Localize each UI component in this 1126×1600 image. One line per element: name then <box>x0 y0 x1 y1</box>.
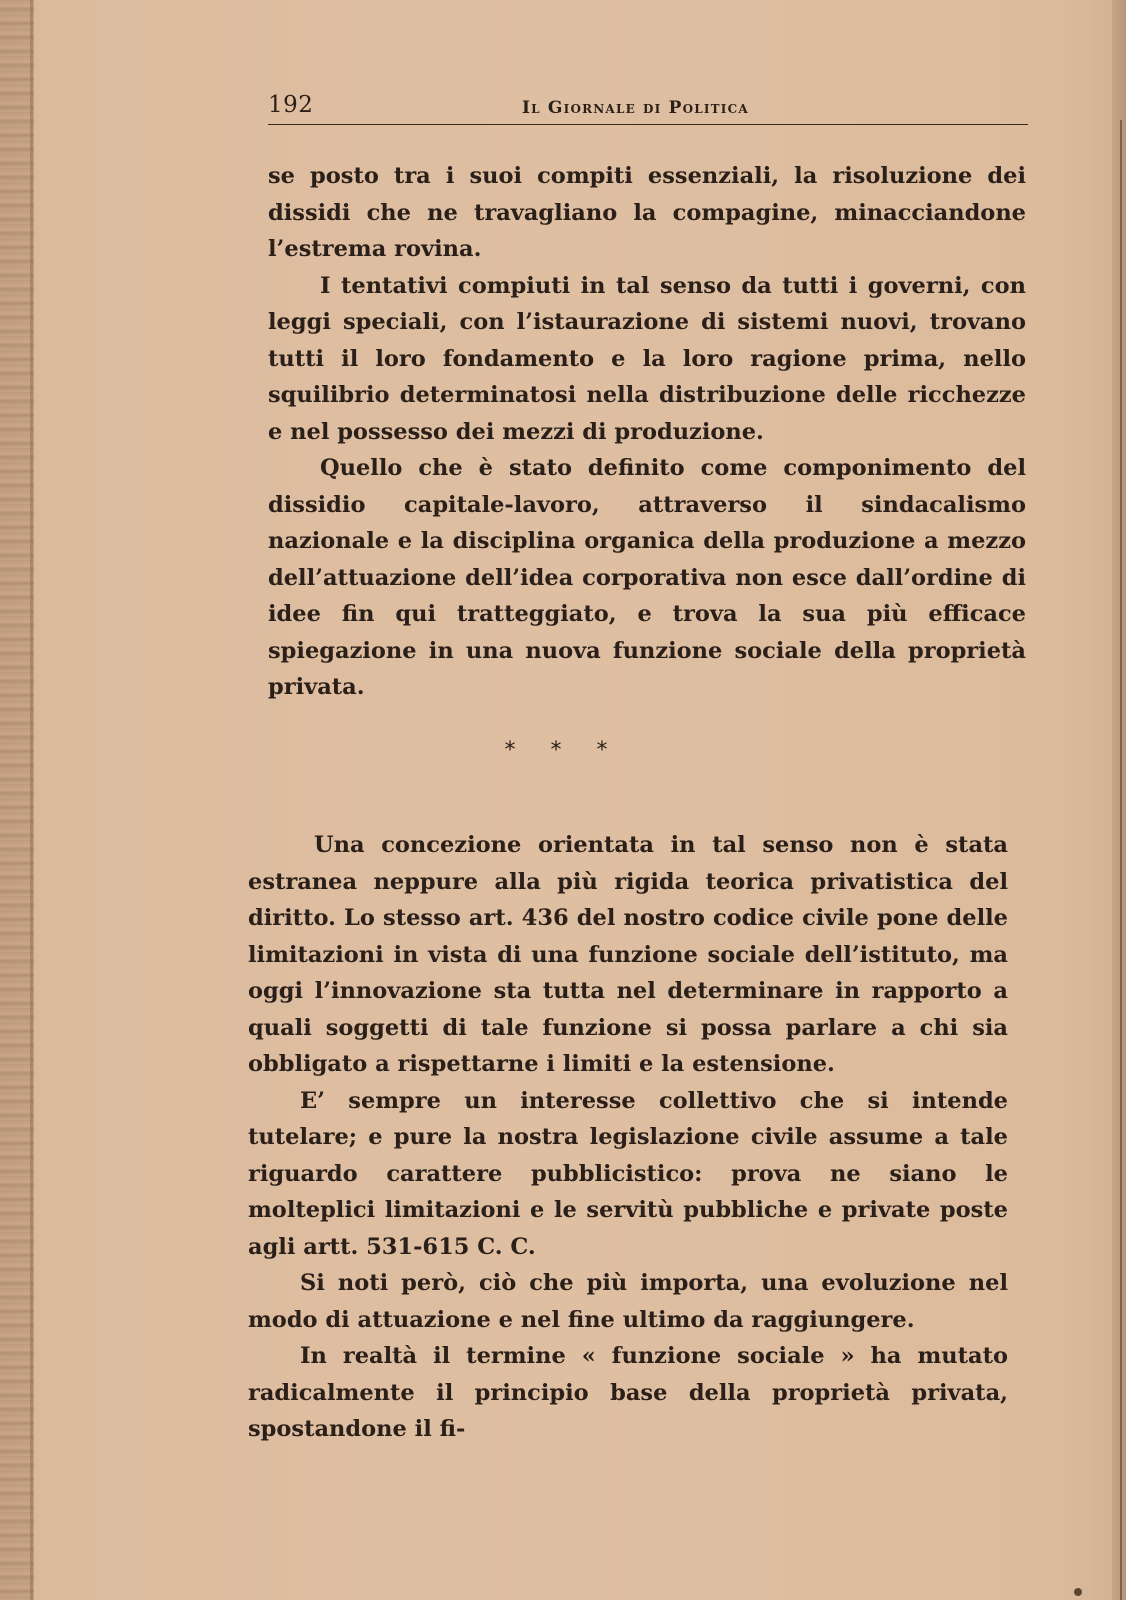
paragraph: In realtà il termine « funzione sociale » ha mutato radicalmente il principio base della proprietà privata, spostandone il fi- <box>248 1343 1008 1442</box>
page-header <box>268 86 1028 126</box>
binding-shadow-line <box>30 0 33 1600</box>
section-separator: * * * <box>504 738 622 763</box>
paragraph: E’ sempre un interesse collettivo che si intende tutelare; e pure la nostra legislazione civile assume a tale riguardo carattere pubblicistico: prova ne siano le molteplici limitazioni e le servitù pubbliche e private poste agli artt. 531-615 C. C. <box>248 1087 1008 1260</box>
paragraph: Quello che è stato definito come componimento del dissidio capitale-lavoro, attraverso il sindacalismo nazionale e la disciplina organica della produzione a mezzo dell’attuazione dell’idea corporativa non esce dall’ordine di idee fin qui tratteggiato, e trova la sua più efficace spiegazione in una nuova funzione sociale della proprietà privata. <box>268 455 1026 700</box>
header-rule <box>268 124 1028 125</box>
page-number: 192 <box>268 92 314 118</box>
paragraph-continuation: se posto tra i suoi compiti essenziali, la risoluzione dei dissidi che ne travagliano la compagine, minacciandone l’estrema rovina. <box>268 163 1026 262</box>
page-mark <box>1074 1588 1082 1596</box>
text-block-top <box>268 158 1026 706</box>
running-title: Il Giornale di Politica <box>522 98 749 118</box>
page-binding-edge <box>0 0 34 1600</box>
paragraph: Si noti però, ciò che più importa, una evoluzione nel modo di attuazione e nel fine ultimo da raggiungere. <box>248 1270 1008 1333</box>
paragraph: I tentativi compiuti in tal senso da tutti i governi, con leggi speciali, con l’istaurazione di sistemi nuovi, trovano tutti il loro fondamento e la loro ragione prima, nello squilibrio determinatosi nella distribuzione delle ricchezze e nel possesso dei mezzi di produzione. <box>268 272 1026 445</box>
text-block-bottom <box>248 827 1008 1448</box>
page-right-shadow <box>1120 120 1122 1600</box>
paragraph: Una concezione orientata in tal senso non è stata estranea neppure alla più rigida teorica privatistica del diritto. Lo stesso art. 436 del nostro codice civile pone delle limitazioni in vista di una funzione sociale dell’istituto, ma oggi l’innovazione sta tutta nel determinare in rapporto a quali soggetti di tale funzione si possa parlare a chi sia obbligato a rispettarne i limiti e la estensione. <box>248 832 1008 1077</box>
page-right-edge <box>1112 0 1126 1600</box>
